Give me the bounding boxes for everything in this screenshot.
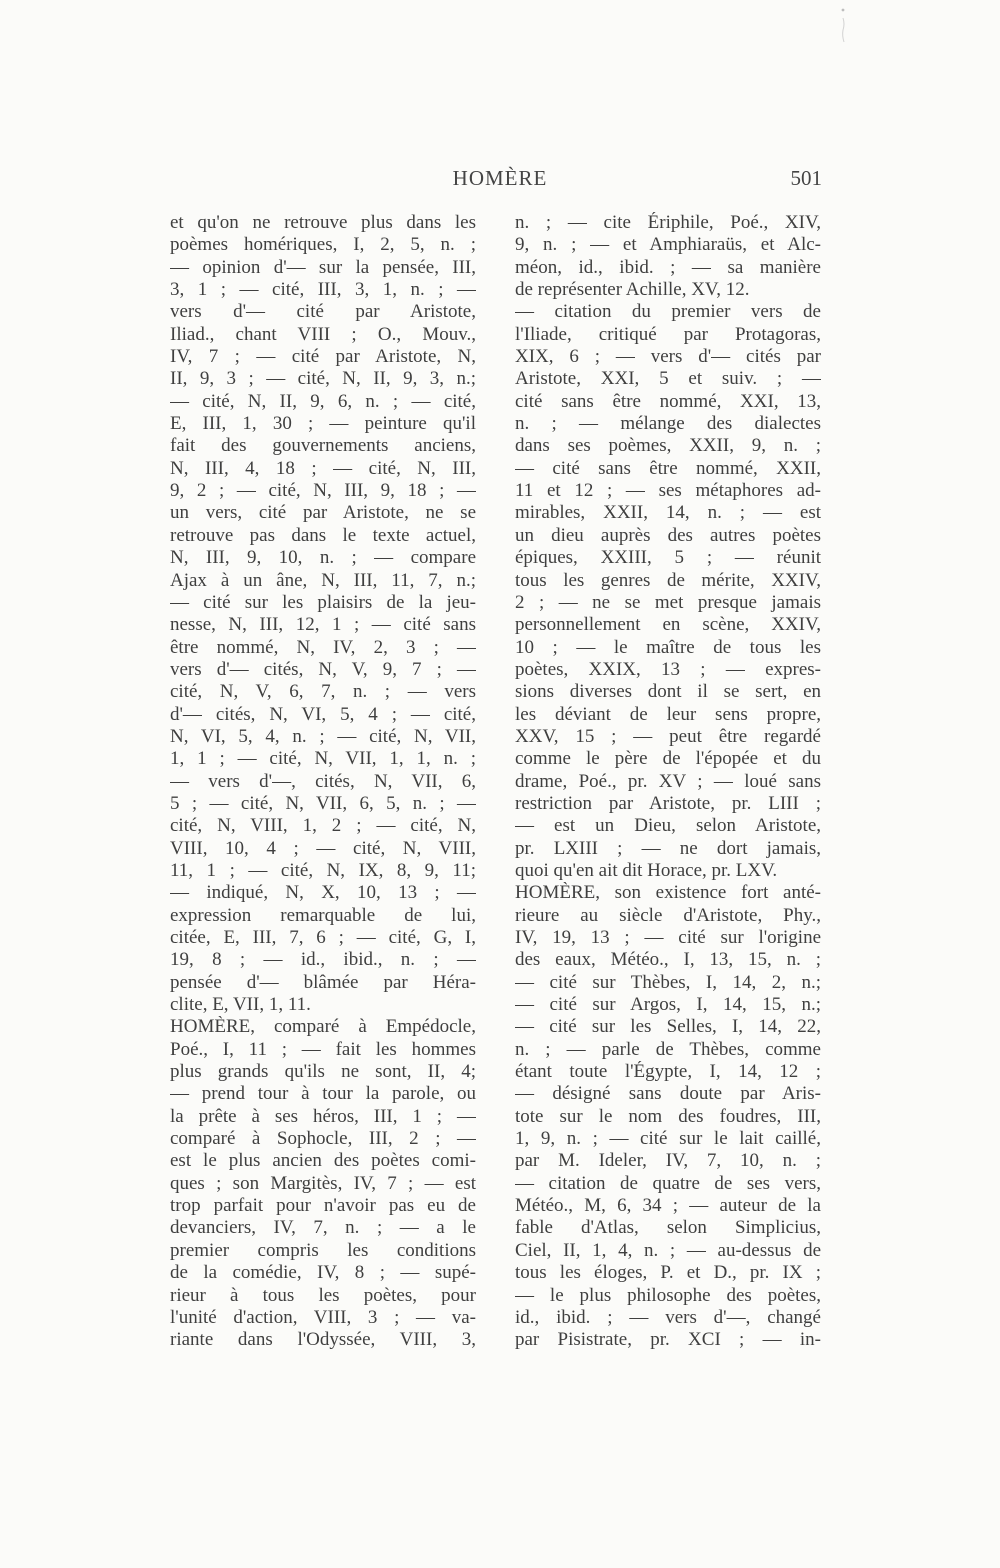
text-line: Météo., M, 6, 34 ; — auteur de la <box>515 1195 821 1217</box>
text-line: 9, 2 ; — cité, N, III, 9, 18 ; — <box>170 480 476 502</box>
text-line: 1, 1 ; — cité, N, VII, 1, 1, n. ; <box>170 748 476 770</box>
text-line: XIX, 6 ; — vers d'— cités par <box>515 346 821 368</box>
text-line: étant toute l'Égypte, I, 14, 12 ; <box>515 1061 821 1083</box>
text-line: est le plus ancien des poètes comi- <box>170 1150 476 1172</box>
text-line: quoi qu'en ait dit Horace, pr. LXV. <box>515 859 778 881</box>
text-line: comme le père de l'épopée et du <box>515 748 821 770</box>
text-line: N, III, 9, 10, n. ; — compare <box>170 547 476 569</box>
text-line: de la comédie, IV, 8 ; — supé- <box>170 1262 476 1284</box>
text-line: Aristote, XXI, 5 et suiv. ; — <box>515 368 821 390</box>
text-line: sions diverses dont il se sert, en <box>515 681 821 703</box>
text-line: 9, n. ; — et Amphiaraüs, et Alc- <box>515 234 821 256</box>
text-line: Poé., I, 11 ; — fait les hommes <box>170 1038 476 1060</box>
text-line: id., ibid. ; — vers d'—, changé <box>515 1306 821 1328</box>
text-line: les déviant de leur sens propre, <box>515 703 821 725</box>
text-line: nesse, N, III, 12, 1 ; — cité sans <box>170 614 476 636</box>
text-line: la prête à ses héros, III, 1 ; — <box>170 1105 476 1127</box>
text-line: Ajax à un âne, N, III, 11, 7, n.; <box>170 569 476 591</box>
text-line: être nommé, N, IV, 2, 3 ; — <box>170 636 476 658</box>
page-number: 501 <box>790 166 822 190</box>
text-line: 3, 1 ; — cité, III, 3, 1, n. ; — <box>170 279 476 301</box>
text-line: d'— cités, N, VI, 5, 4 ; — cité, <box>170 703 476 725</box>
text-line: trop parfait pour n'avoir pas eu de <box>170 1195 476 1217</box>
text-line: poèmes homériques, I, 2, 5, n. ; <box>170 234 476 256</box>
text-line: N, III, 4, 18 ; — cité, N, III, <box>170 457 476 479</box>
text-line: comparé à Sophocle, III, 2 ; — <box>170 1128 476 1150</box>
text-line: rieure au siècle d'Aristote, Phy., <box>515 904 821 926</box>
text-line: mirables, XXII, 14, n. ; — est <box>515 502 821 524</box>
text-line: par Pisistrate, pr. XCI ; — in- <box>515 1329 821 1351</box>
text-line: N, VI, 5, 4, n. ; — cité, N, VII, <box>170 725 476 747</box>
text-line: — indiqué, N, X, 10, 13 ; — <box>170 882 476 904</box>
right-text-column <box>515 212 821 1352</box>
text-line: par M. Ideler, IV, 7, 10, n. ; <box>515 1150 821 1172</box>
text-line: citée, E, III, 7, 6 ; — cité, G, I, <box>170 927 476 948</box>
text-line: un vers, cité par Aristote, ne se <box>170 502 476 524</box>
left-text-column <box>170 212 476 1352</box>
text-line: fait des gouvernements anciens, <box>170 435 476 457</box>
text-line: et qu'on ne retrouve plus dans les <box>170 212 476 233</box>
text-line: Iliad., chant VIII ; O., Mouv., <box>170 323 476 345</box>
text-line: fable d'Atlas, selon Simplicius, <box>515 1217 821 1239</box>
text-line: expression remarquable de lui, <box>170 904 476 926</box>
text-line: cité sans être nommé, XXI, 13, <box>515 390 821 412</box>
text-line: drame, Poé., pr. XV ; — loué sans <box>515 770 821 792</box>
text-line: méon, id., ibid. ; — sa manière <box>515 256 821 278</box>
text-line: clite, E, VII, 1, 11. <box>170 994 311 1016</box>
text-line: ques ; son Margitès, IV, 7 ; — est <box>170 1172 476 1194</box>
text-line: IV, 19, 13 ; — cité sur l'origine <box>515 927 821 948</box>
text-line: tous les éloges, P. et D., pr. IX ; <box>515 1262 821 1284</box>
text-line: VIII, 10, 4 ; — cité, N, VIII, <box>170 837 476 859</box>
text-line: — cité sur les plaisirs de la jeu- <box>170 591 476 613</box>
text-line: des eaux, Météo., I, 13, 15, n. ; <box>515 949 821 971</box>
text-line: épiques, XXIII, 5 ; — réunit <box>515 547 821 569</box>
text-line: vers d'— cité par Aristote, <box>170 301 476 323</box>
running-head-title: HOMÈRE <box>452 166 548 190</box>
text-line: premier compris les conditions <box>170 1239 476 1261</box>
text-line: dans ses poèmes, XXII, 9, n. ; <box>515 435 821 457</box>
text-line: riante dans l'Odyssée, VIII, 3, <box>170 1329 476 1351</box>
text-line: restriction par Aristote, pr. LIII ; <box>515 792 821 814</box>
text-line: — citation du premier vers de <box>515 301 821 323</box>
text-line: de représenter Achille, XV, 12. <box>515 279 750 301</box>
text-line: — est un Dieu, selon Aristote, <box>515 815 821 837</box>
text-line: personnellement en scène, XXIV, <box>515 614 821 636</box>
text-line: tous les genres de mérite, XXIV, <box>515 569 821 591</box>
text-line: — vers d'—, cités, N, VII, 6, <box>170 770 476 792</box>
text-line: pr. LXIII ; — ne dort jamais, <box>515 837 821 859</box>
text-line: vers d'— cités, N, V, 9, 7 ; — <box>170 658 476 680</box>
text-line: II, 9, 3 ; — cité, N, II, 9, 3, n.; <box>170 368 476 390</box>
text-line: 10 ; — le maître de tous les <box>515 636 821 658</box>
text-line: 11 et 12 ; — ses métaphores ad- <box>515 480 821 502</box>
text-line: retrouve pas dans le texte actuel, <box>170 524 476 546</box>
text-line: — cité sur Thèbes, I, 14, 2, n.; <box>515 971 821 993</box>
text-line: 1, 9, n. ; — cité sur le lait caillé, <box>515 1128 821 1150</box>
text-line: Ciel, II, 1, 4, n. ; — au-dessus de <box>515 1239 821 1261</box>
text-line: — désigné sans doute par Aris- <box>515 1083 821 1105</box>
text-line: n. ; — parle de Thèbes, comme <box>515 1038 821 1060</box>
text-line: n. ; — cite Ériphile, Poé., XIV, <box>515 212 821 233</box>
text-line: — cité sur les Selles, I, 14, 22, <box>515 1016 821 1038</box>
text-line: 5 ; — cité, N, VII, 6, 5, n. ; — <box>170 792 476 814</box>
text-line: — prend tour à tour la parole, ou <box>170 1083 476 1105</box>
text-line: 11, 1 ; — cité, N, IX, 8, 9, 11; <box>170 859 476 881</box>
text-line: HOMÈRE, son existence fort anté- <box>515 882 821 904</box>
text-line: — cité sans être nommé, XXII, <box>515 457 821 479</box>
text-line: tote sur le nom des foudres, III, <box>515 1105 821 1127</box>
text-line: pensée d'— blâmée par Héra- <box>170 971 476 993</box>
text-line: poètes, XXIX, 13 ; — expres- <box>515 658 821 680</box>
text-line: devanciers, IV, 7, n. ; — a le <box>170 1217 476 1239</box>
text-line: 19, 8 ; — id., ibid., n. ; — <box>170 949 476 971</box>
text-line: E, III, 1, 30 ; — peinture qu'il <box>170 413 476 435</box>
text-line: — opinion d'— sur la pensée, III, <box>170 256 476 278</box>
text-line: rieur à tous les poètes, pour <box>170 1284 476 1306</box>
text-line: l'Iliade, critiqué par Protagoras, <box>515 323 821 345</box>
text-line: — le plus philosophe des poètes, <box>515 1284 821 1306</box>
text-line: HOMÈRE, comparé à Empédocle, <box>170 1016 476 1038</box>
text-line: cité, N, VIII, 1, 2 ; — cité, N, <box>170 815 476 837</box>
text-line: XXV, 15 ; — peut être regardé <box>515 725 821 747</box>
text-line: plus grands qu'ils ne sont, II, 4; <box>170 1061 476 1083</box>
text-line: — citation de quatre de ses vers, <box>515 1172 821 1194</box>
text-line: n. ; — mélange des dialectes <box>515 413 821 435</box>
text-line: cité, N, V, 6, 7, n. ; — vers <box>170 681 476 703</box>
paper-speck-mark <box>840 6 848 46</box>
text-line: IV, 7 ; — cité par Aristote, N, <box>170 346 476 368</box>
text-line: un dieu auprès des autres poètes <box>515 524 821 546</box>
text-line: 2 ; — ne se met presque jamais <box>515 591 821 613</box>
text-line: — cité, N, II, 9, 6, n. ; — cité, <box>170 390 476 412</box>
text-line: l'unité d'action, VIII, 3 ; — va- <box>170 1306 476 1328</box>
text-line: — cité sur Argos, I, 14, 15, n.; <box>515 994 821 1016</box>
